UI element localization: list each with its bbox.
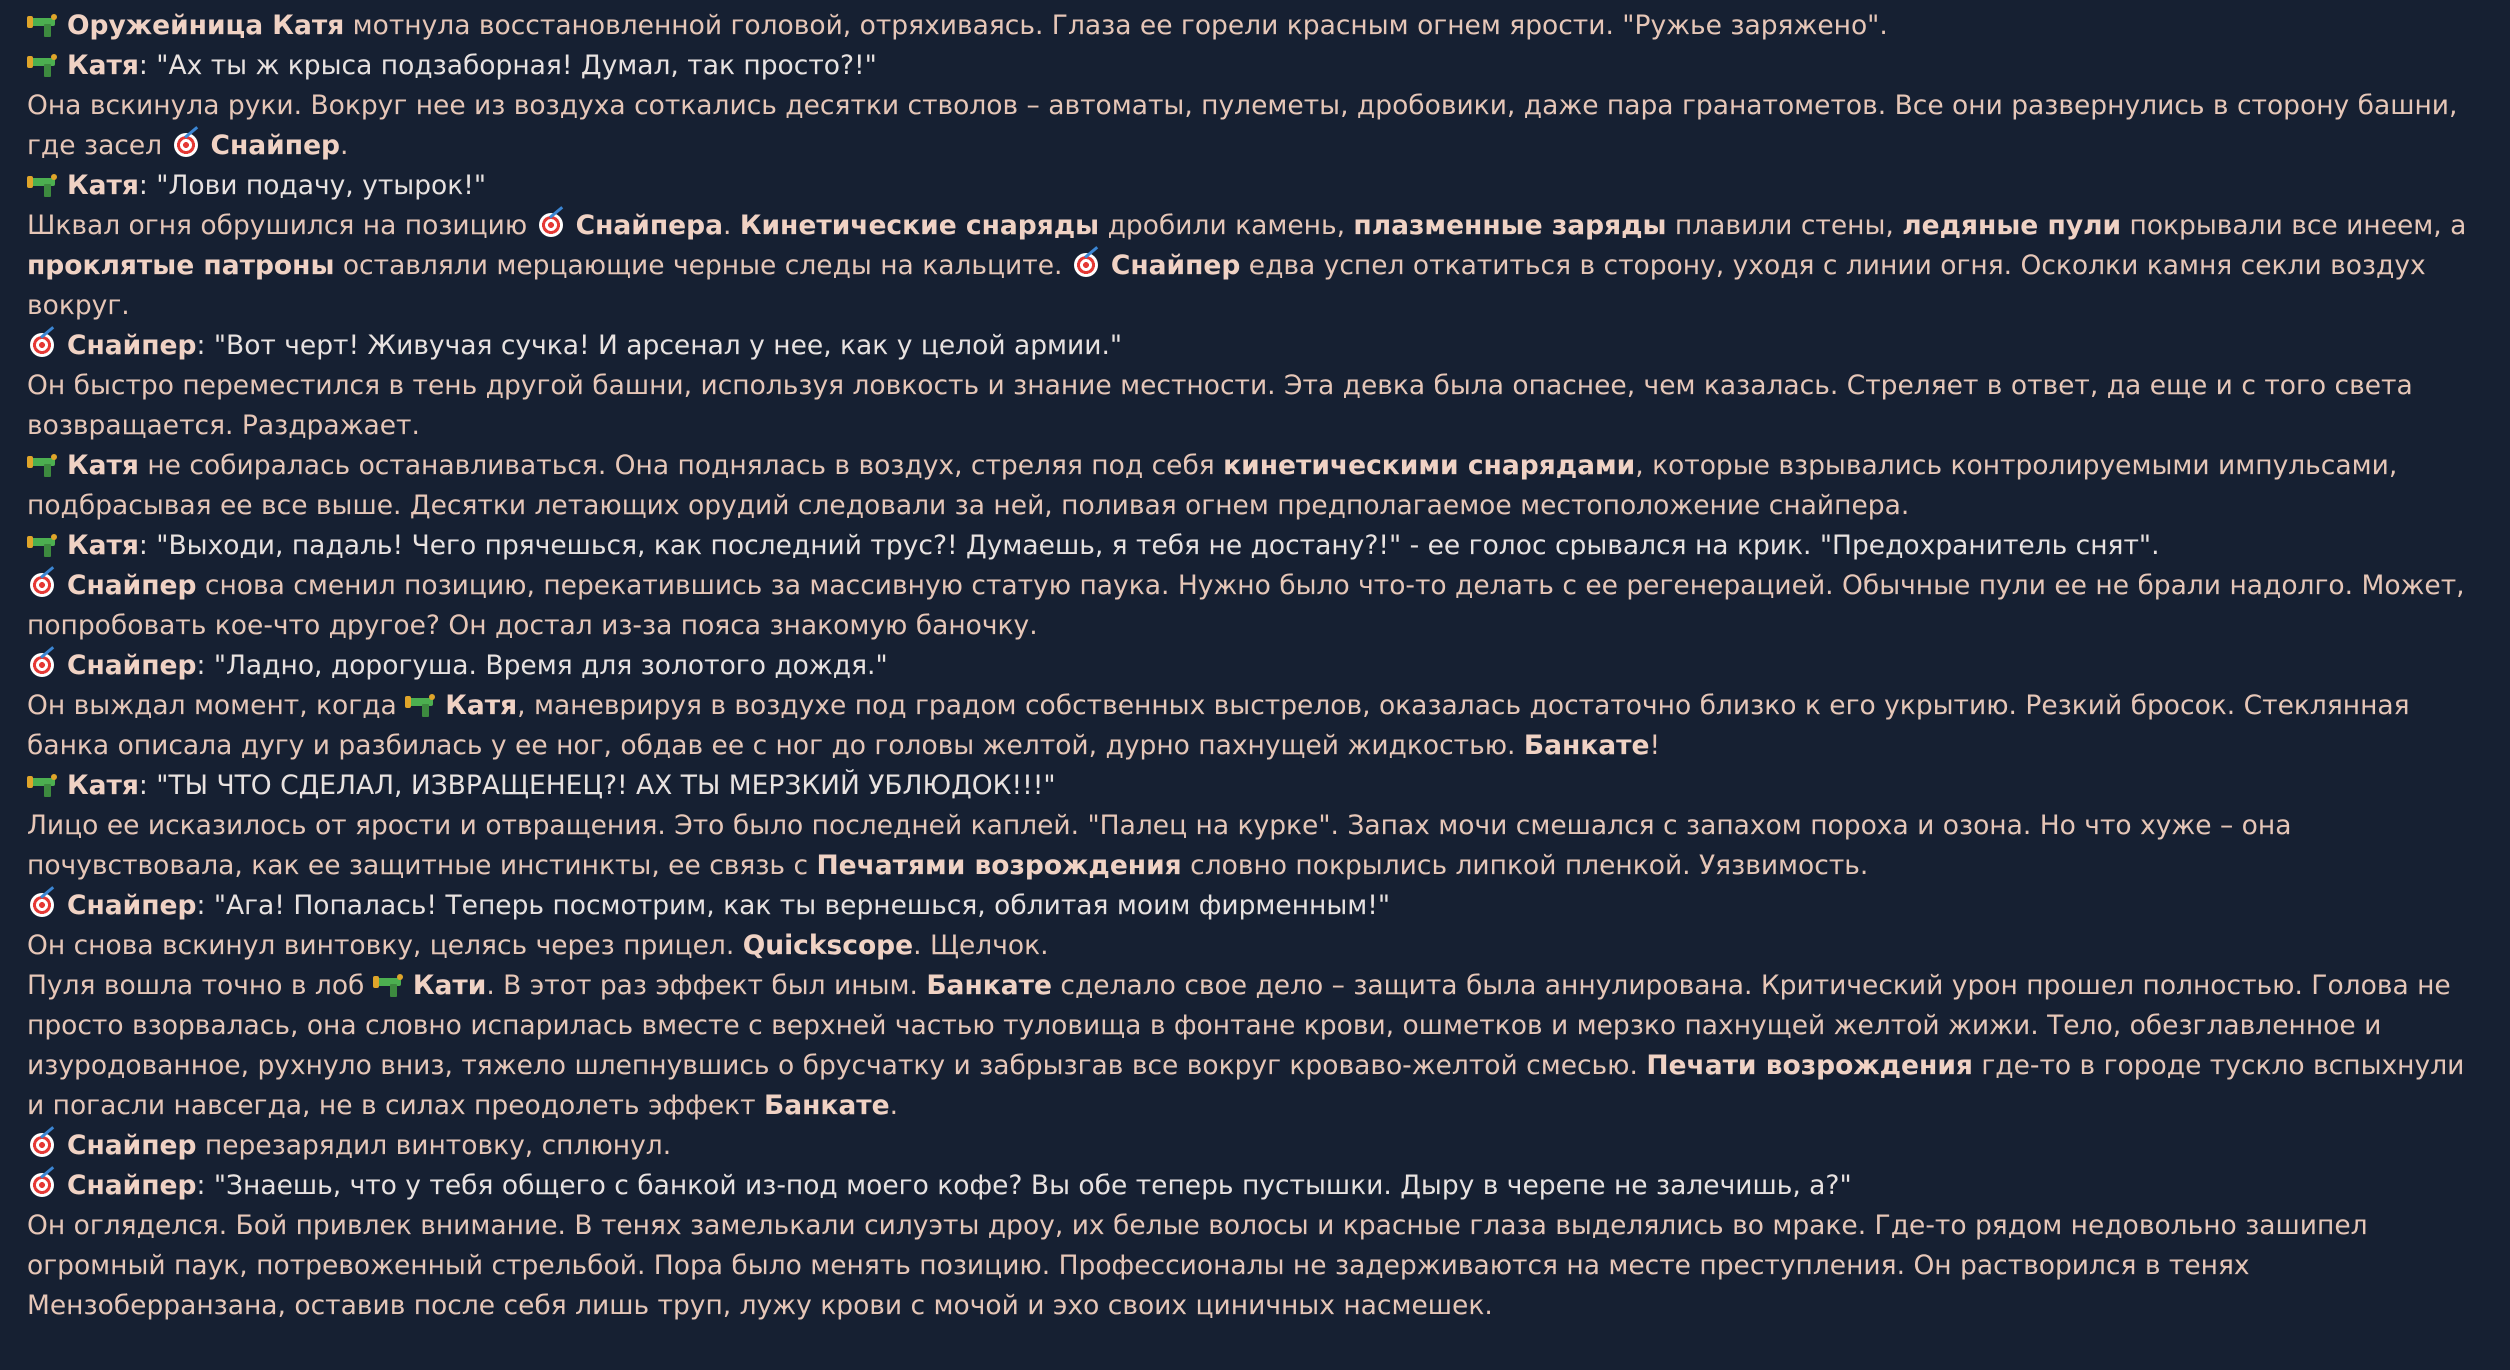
bold-term: Катя bbox=[67, 530, 139, 561]
pistol-icon bbox=[27, 50, 59, 80]
target-dart-icon bbox=[27, 890, 59, 920]
narration-line bbox=[27, 206, 2487, 326]
bold-term: Кинетические снаряды bbox=[739, 210, 1100, 241]
dialogue-line bbox=[27, 526, 2487, 566]
pistol-icon bbox=[27, 450, 59, 480]
bold-term: Снайпер bbox=[210, 130, 341, 161]
narration-line bbox=[27, 1126, 2487, 1166]
text-segment: дробили камень, bbox=[1099, 210, 1354, 241]
target-dart-icon bbox=[27, 1170, 59, 1200]
target-dart-icon bbox=[27, 650, 59, 680]
bold-term: Банкате bbox=[764, 1090, 890, 1121]
narration-line bbox=[27, 86, 2487, 166]
bold-term: Снайпер bbox=[67, 570, 197, 601]
narration-line bbox=[27, 926, 2487, 966]
text-segment: : "Ах ты ж крыса подзаборная! Думал, так просто?!" bbox=[138, 50, 877, 81]
bold-term: Снайпер bbox=[1110, 250, 1241, 281]
narration-line bbox=[27, 6, 2487, 46]
bold-term: Катя bbox=[445, 690, 518, 721]
text-segment: Лицо ее исказилось от ярости и отвращения. Это было последней каплей. "Палец на курке". Запах мочи смешался с запахом пороха и озона. Но что хуже – она почувствовала, как ее защитные инстинкты, ее связь с bbox=[27, 810, 2292, 881]
bold-term: проклятые патроны bbox=[27, 250, 335, 281]
text-segment: . В этот раз эффект был иным. bbox=[486, 970, 927, 1001]
bold-term: Банкате bbox=[926, 970, 1052, 1001]
dialogue-line bbox=[27, 766, 2487, 806]
bold-term: Кати bbox=[412, 970, 487, 1001]
dialogue-line bbox=[27, 166, 2487, 206]
bold-term: Катя bbox=[67, 170, 139, 201]
text-segment: . bbox=[889, 1090, 899, 1121]
bold-term: Снайпера bbox=[575, 210, 723, 241]
text-segment: перезарядил винтовку, сплюнул. bbox=[196, 1130, 672, 1161]
text-segment: словно покрылись липкой пленкой. Уязвимость. bbox=[1181, 850, 1869, 881]
narration-line bbox=[27, 446, 2487, 526]
text-segment: Пуля вошла точно в лоб bbox=[27, 970, 373, 1001]
pistol-icon bbox=[405, 690, 437, 720]
text-segment: Он быстро переместился в тень другой башни, используя ловкость и знание местности. Эта девка была опаснее, чем казалась. Стреляет в ответ, да еще и с того света возвращается. Раздражает. bbox=[27, 370, 2413, 441]
bold-term: Снайпер bbox=[67, 650, 197, 681]
text-segment: оставляли мерцающие черные следы на кальците. bbox=[334, 250, 1071, 281]
text-segment: : "Ага! Попалась! Теперь посмотрим, как ты вернешься, облитая моим фирменным!" bbox=[196, 890, 1391, 921]
text-segment: не собиралась останавливаться. Она поднялась в воздух, стреляя под себя bbox=[138, 450, 1224, 481]
bold-term: Оружейница Катя bbox=[67, 10, 345, 41]
dialogue-line bbox=[27, 46, 2487, 86]
text-segment: Он снова вскинул винтовку, целясь через прицел. bbox=[27, 930, 743, 961]
bold-term: Снайпер bbox=[67, 890, 197, 921]
text-segment: : "Знаешь, что у тебя общего с банкой из-под моего кофе? Вы обе теперь пустышки. Дыру в черепе не залечишь, а?" bbox=[196, 1170, 1852, 1201]
dialogue-line bbox=[27, 646, 2487, 686]
text-segment: Он выждал момент, когда bbox=[27, 690, 406, 721]
bold-term: Quickscope bbox=[742, 930, 914, 961]
target-dart-icon bbox=[171, 130, 203, 160]
chat-log bbox=[27, 6, 2487, 1326]
bold-term: Банкате bbox=[1523, 730, 1650, 761]
bold-term: кинетическими снарядами bbox=[1223, 450, 1636, 481]
dialogue-line bbox=[27, 1166, 2487, 1206]
narration-line bbox=[27, 1206, 2487, 1326]
pistol-icon bbox=[27, 530, 59, 560]
bold-term: Печати возрождения bbox=[1646, 1050, 1973, 1081]
text-segment: снова сменил позицию, перекатившись за массивную статую паука. Нужно было что-то делать с ее регенерацией. Обычные пули ее не брали надолго. Может, попробовать кое-что другое? Он достал из-за пояса знакомую баночку. bbox=[27, 570, 2465, 641]
text-segment: где-то в городе тускло вспыхнули и погасли навсегда, не в силах преодолеть эффект bbox=[27, 1050, 2465, 1121]
bold-term: Катя bbox=[67, 50, 139, 81]
target-dart-icon bbox=[536, 210, 568, 240]
text-segment: сделало свое дело – защита была аннулирована. Критический урон прошел полностью. Голова не просто взорвалась, она словно испарилась вместе с верхней частью туловища в фонтане крови, ошметков и мерзко пахнущей желтой жижи. Тело, обезглавленное и изуродованное, рухнуло вниз, тяжело шлепнувшись о брусчатку и забрызгав все вокруг кроваво-желтой смесью. bbox=[27, 970, 2451, 1081]
text-segment: . bbox=[340, 130, 349, 161]
text-segment: , которые взрывались контролируемыми импульсами, подбрасывая ее все выше. Десятки летающих орудий следовали за ней, поливая огнем предполагаемое местоположение снайпера. bbox=[27, 450, 2398, 521]
pistol-icon bbox=[27, 10, 59, 40]
pistol-icon bbox=[27, 770, 59, 800]
bold-term: плазменные заряды bbox=[1353, 210, 1667, 241]
text-segment: плавили стены, bbox=[1666, 210, 1903, 241]
text-segment: : "Выходи, падаль! Чего прячешься, как последний трус?! Думаешь, я тебя не достану?!" - ее голос срывался на крик. "Предохранитель снят". bbox=[138, 530, 2160, 561]
narration-line bbox=[27, 966, 2487, 1126]
bold-term: Печатями возрождения bbox=[816, 850, 1182, 881]
text-segment: едва успел откатиться в сторону, уходя с линии огня. Осколки камня секли воздух вокруг. bbox=[27, 250, 2426, 321]
narration-line bbox=[27, 806, 2487, 886]
text-segment: , маневрируя в воздухе под градом собственных выстрелов, оказалась достаточно близко к его укрытию. Резкий бросок. Стеклянная банка описала дугу и разбилась у ее ног, обдав ее с ног до головы желтой, дурно пахнущей жидкостью. bbox=[27, 690, 2410, 761]
text-segment: : "Лови подачу, утырок!" bbox=[138, 170, 487, 201]
dialogue-line bbox=[27, 326, 2487, 366]
text-segment: . Щелчок. bbox=[913, 930, 1049, 961]
text-segment: мотнула восстановленной головой, отряхиваясь. Глаза ее горели красным огнем ярости. "Ружье заряжено". bbox=[344, 10, 1888, 41]
bold-term: Снайпер bbox=[67, 1130, 197, 1161]
target-dart-icon bbox=[1071, 250, 1103, 280]
bold-term: Катя bbox=[67, 770, 139, 801]
bold-term: Снайпер bbox=[67, 1170, 197, 1201]
narration-line bbox=[27, 366, 2487, 446]
text-segment: Она вскинула руки. Вокруг нее из воздуха соткались десятки стволов – автоматы, пулеметы, дробовики, даже пара гранатометов. Все они развернулись в сторону башни, где засел bbox=[27, 90, 2458, 161]
text-segment: Шквал огня обрушился на позицию bbox=[27, 210, 536, 241]
text-segment: Он огляделся. Бой привлек внимание. В тенях замелькали силуэты дроу, их белые волосы и красные глаза выделялись во мраке. Где-то рядом недовольно зашипел огромный паук, потревоженный стрельбой. Пора было менять позицию. Профессионалы не задерживаются на месте преступления. Он растворился в тенях Мензоберранзана, оставив после себя лишь труп, лужу крови с мочой и эхо своих циничных насмешек. bbox=[27, 1210, 2368, 1321]
dialogue-line bbox=[27, 886, 2487, 926]
narration-line bbox=[27, 566, 2487, 646]
text-segment: ! bbox=[1649, 730, 1661, 761]
bold-term: ледяные пули bbox=[1902, 210, 2122, 241]
narration-line bbox=[27, 686, 2487, 766]
target-dart-icon bbox=[27, 570, 59, 600]
text-segment: : "Ладно, дорогуша. Время для золотого дождя." bbox=[196, 650, 888, 681]
text-segment: . bbox=[722, 210, 740, 241]
pistol-icon bbox=[27, 170, 59, 200]
pistol-icon bbox=[373, 970, 405, 1000]
target-dart-icon bbox=[27, 1130, 59, 1160]
bold-term: Катя bbox=[67, 450, 139, 481]
text-segment: : "Вот черт! Живучая сучка! И арсенал у нее, как у целой армии." bbox=[196, 330, 1123, 361]
target-dart-icon bbox=[27, 330, 59, 360]
text-segment: покрывали все инеем, а bbox=[2121, 210, 2467, 241]
text-segment: : "ТЫ ЧТО СДЕЛАЛ, ИЗВРАЩЕНЕЦ?! АХ ТЫ МЕРЗКИЙ УБЛЮДОК!!!" bbox=[138, 770, 1056, 801]
bold-term: Снайпер bbox=[67, 330, 197, 361]
